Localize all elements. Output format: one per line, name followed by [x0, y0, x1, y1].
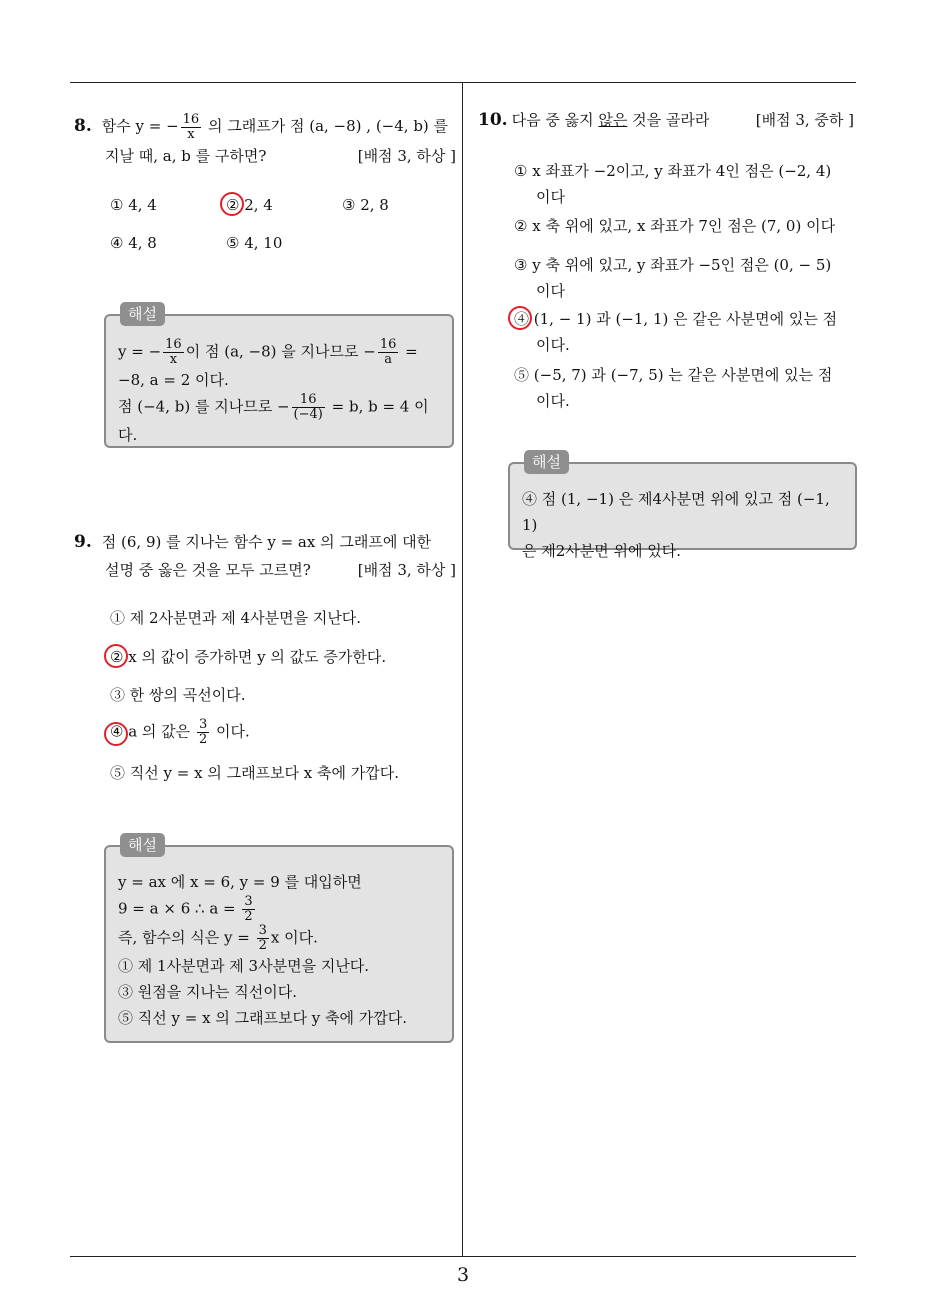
- option-text: 이다.: [536, 392, 570, 410]
- solution-text: =: [400, 342, 418, 361]
- solution-text: = b, b = 4 이다.: [118, 397, 429, 444]
- red-circle-mark: [104, 644, 128, 668]
- solution-text: x 이다.: [270, 928, 318, 947]
- stem-text: 점 (6, 9) 를 지나는 함수 y = ax 의 그래프에 대한: [101, 533, 432, 551]
- fraction: [292, 393, 325, 422]
- denominator: 2: [198, 732, 208, 747]
- stem-text: 지날 때, a, b 를 구하면?: [105, 146, 267, 165]
- numerator: 16: [182, 111, 200, 127]
- q8-option-4[interactable]: ④ 4, 8: [110, 234, 157, 252]
- q8-option-2[interactable]: [226, 192, 273, 218]
- q10-option-1[interactable]: [514, 158, 854, 210]
- stem-text: 함수 y = −: [101, 117, 179, 135]
- question-10: [478, 106, 854, 134]
- fraction: [197, 718, 209, 747]
- score-meta: [배점 3, 하상 ]: [357, 561, 456, 579]
- solution-line: −8, a = 2 이다.: [118, 371, 229, 389]
- red-circle-mark: [104, 722, 128, 746]
- question-9-stem-line2: [74, 556, 456, 584]
- solution-line: [118, 338, 438, 367]
- q10-solution-box: [508, 453, 857, 560]
- solution-line: y = ax 에 x = 6, y = 9 를 대입하면: [118, 873, 362, 891]
- numerator: 16: [165, 337, 182, 352]
- solution-line: [118, 895, 438, 924]
- question-number: 9.: [74, 532, 92, 552]
- solution-line: ① 제 1사분면과 제 3사분면을 지난다.: [118, 957, 370, 975]
- solution-line: 은 제2사분면 위에 있다.: [522, 542, 682, 560]
- score-meta: [배점 3, 중하 ]: [755, 111, 854, 129]
- numerator: 16: [292, 393, 325, 408]
- q10-option-4[interactable]: [514, 306, 854, 358]
- q9-option-3[interactable]: ③ 한 쌍의 곡선이다.: [110, 686, 246, 704]
- question-9-stem: [74, 528, 456, 556]
- underlined-text: 않은: [598, 111, 628, 129]
- option-text: ② x 의 값이 증가하면 y 의 값도 증가한다.: [110, 648, 387, 666]
- q10-option-2[interactable]: ② x 축 위에 있고, x 좌표가 7인 점은 (7, 0) 이다: [514, 217, 836, 235]
- denominator: x: [187, 126, 195, 142]
- denominator: 2: [258, 938, 267, 953]
- q8-option-3[interactable]: ③ 2, 8: [342, 196, 389, 214]
- red-circle-mark: [508, 306, 532, 330]
- stem-text: 의 그래프가 점 (a, −8) , (−4, b) 를: [203, 117, 449, 135]
- option-text: 이다.: [536, 336, 570, 354]
- solution-text: y = −: [118, 342, 162, 361]
- bottom-rule: [70, 1256, 856, 1257]
- q8-option-1[interactable]: ① 4, 4: [110, 196, 157, 214]
- solution-line: [118, 393, 438, 448]
- column-divider: [462, 83, 463, 1257]
- denominator: a: [384, 352, 392, 367]
- q10-option-3[interactable]: [514, 252, 854, 304]
- solution-text: 9 = a × 6 ∴ a =: [118, 899, 241, 918]
- option-text: 이다: [536, 282, 565, 300]
- question-8: [74, 112, 456, 170]
- q9-option-5[interactable]: ⑤ 직선 y = x 의 그래프보다 x 축에 가깝다.: [110, 764, 400, 782]
- option-text: ④ (1, − 1) 과 (−1, 1) 은 같은 사분면에 있는 점: [514, 310, 838, 328]
- top-rule: [70, 82, 856, 83]
- option-text: ② 2, 4: [226, 196, 273, 214]
- solution-tag: 해설: [120, 833, 165, 857]
- option-text: ④ a 의 값은: [110, 722, 195, 741]
- denominator: (−4): [293, 407, 323, 422]
- question-8-stem: [74, 112, 456, 142]
- solution-text: 이 점 (a, −8) 을 지나므로 −: [185, 342, 376, 361]
- option-text: 이다: [536, 188, 565, 206]
- solution-line: ⑤ 직선 y = x 의 그래프보다 y 축에 가깝다.: [118, 1009, 408, 1027]
- fraction: [257, 924, 269, 953]
- q9-option-4[interactable]: [110, 718, 250, 747]
- red-circle-mark: [220, 192, 244, 216]
- q9-option-1[interactable]: ① 제 2사분면과 제 4사분면을 지난다.: [110, 609, 362, 627]
- stem-text: 것을 골라라: [627, 111, 710, 129]
- stem-text: 설명 중 옳은 것을 모두 고르면?: [105, 561, 311, 579]
- solution-tag: 해설: [120, 302, 165, 326]
- question-8-stem-line2: [74, 142, 456, 170]
- q8-option-5[interactable]: ⑤ 4, 10: [226, 234, 283, 252]
- solution-line: [118, 924, 438, 953]
- fraction: [242, 895, 254, 924]
- solution-line: ③ 원점을 지나는 직선이다.: [118, 983, 297, 1001]
- solution-tag: 해설: [524, 450, 569, 474]
- fraction: [181, 113, 202, 142]
- q9-option-2[interactable]: [110, 644, 386, 670]
- stem-text: 다음 중 옳지: [511, 111, 599, 129]
- q8-solution-box: [104, 305, 454, 448]
- solution-text: 점 (−4, b) 를 지나므로 −: [118, 397, 290, 416]
- fraction: [163, 338, 184, 367]
- question-10-stem: [478, 106, 854, 134]
- fraction: [378, 338, 399, 367]
- solution-text: 즉, 함수의 식은 y =: [118, 928, 255, 947]
- question-number: 10.: [478, 110, 508, 130]
- score-meta: [배점 3, 하상 ]: [357, 146, 456, 165]
- q10-option-5[interactable]: [514, 362, 854, 414]
- numerator: 3: [244, 894, 253, 909]
- numerator: 3: [198, 717, 208, 732]
- option-text: ⑤ (−5, 7) 과 (−7, 5) 는 같은 사분면에 있는 점: [514, 366, 833, 384]
- question-9: [74, 528, 456, 584]
- denominator: 2: [244, 909, 253, 924]
- solution-line: ④ 점 (1, −1) 은 제4사분면 위에 있고 점 (−1, 1): [522, 490, 830, 534]
- option-text: ① x 좌표가 −2이고, y 좌표가 4인 점은 (−2, 4): [514, 162, 832, 180]
- option-text: 이다.: [211, 722, 250, 741]
- option-text: ③ y 축 위에 있고, y 좌표가 −5인 점은 (0, − 5): [514, 256, 832, 274]
- q9-solution-box: [104, 836, 454, 1043]
- numerator: 3: [258, 923, 267, 938]
- page-number: 3: [456, 1264, 470, 1286]
- numerator: 16: [379, 337, 397, 352]
- question-number: 8.: [74, 116, 92, 136]
- denominator: x: [169, 352, 178, 367]
